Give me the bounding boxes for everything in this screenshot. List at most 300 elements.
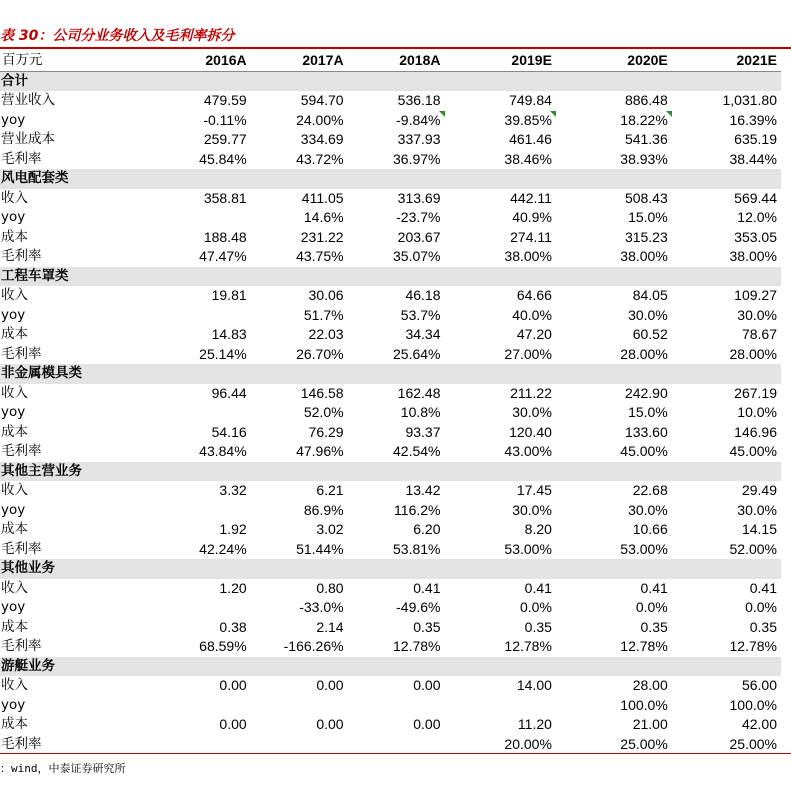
cell-value: 19.81	[211, 287, 247, 303]
cell-value: 42.54%	[393, 443, 441, 459]
section-header-row	[0, 364, 781, 384]
value-cell	[348, 481, 445, 501]
value-cell	[445, 345, 556, 365]
section-header-row	[0, 657, 781, 677]
cell-value: 442.11	[510, 189, 552, 206]
table-row	[0, 520, 781, 540]
table-row	[0, 228, 781, 248]
cell-value: 53.81%	[393, 540, 441, 557]
table-row	[0, 696, 781, 716]
cell-value: 146.96	[734, 423, 777, 440]
cell-value: 0.35	[749, 618, 777, 635]
value-cell	[445, 715, 556, 735]
table-row	[0, 403, 781, 423]
cell-value: 0.0%	[745, 599, 777, 615]
cell-value: 38.44%	[729, 150, 777, 167]
value-cell	[145, 618, 251, 638]
value-cell	[672, 715, 781, 735]
table-row	[0, 423, 781, 443]
row-label: 毛利率	[1, 248, 42, 264]
value-cell	[672, 579, 781, 599]
value-cell	[445, 618, 556, 638]
row-label: yoy	[1, 501, 26, 518]
section-header-row	[0, 71, 781, 91]
cell-value: 86.9%	[303, 501, 344, 518]
cell-value: 337.93	[397, 131, 441, 147]
cell-value: 242.90	[624, 384, 668, 401]
cell-value: 353.05	[734, 228, 777, 245]
row-label: 成本	[1, 521, 28, 537]
cell-value: 0.0%	[519, 599, 552, 615]
value-cell	[672, 91, 781, 111]
cell-value: 25.00%	[620, 735, 668, 752]
cell-value: 28.00%	[729, 345, 777, 362]
value-cell	[556, 130, 672, 150]
value-cell	[348, 442, 445, 462]
row-label: yoy	[1, 599, 26, 615]
cell-value: 43.75%	[296, 248, 344, 264]
value-cell	[251, 208, 348, 228]
cell-value: 24.00%	[296, 111, 344, 128]
cell-value: 38.46%	[504, 150, 552, 167]
cell-value: 1,031.80	[722, 92, 777, 108]
table-header	[0, 51, 781, 71]
cell-value: 14.6%	[303, 209, 344, 225]
cell-value: 30.0%	[512, 501, 552, 518]
table-row	[0, 306, 781, 326]
cell-value: 43.72%	[296, 150, 344, 167]
value-cell	[556, 345, 672, 365]
cell-value: 14.15	[741, 521, 777, 537]
row-label: 收入	[1, 579, 28, 596]
value-cell	[251, 481, 348, 501]
value-cell	[556, 735, 672, 755]
value-cell	[348, 384, 445, 404]
value-cell	[445, 228, 556, 248]
value-cell	[445, 111, 556, 131]
cell-value: 14.83	[211, 326, 247, 342]
value-cell	[251, 637, 348, 657]
cell-value: 21.00	[632, 716, 668, 732]
value-cell	[348, 579, 445, 599]
cell-value: 0.00	[413, 716, 441, 732]
cell-value: 51.44%	[296, 540, 344, 557]
value-cell	[251, 384, 348, 404]
value-cell	[348, 520, 445, 540]
value-cell	[672, 306, 781, 326]
cell-value: 38.93%	[620, 150, 668, 167]
value-cell	[251, 579, 348, 599]
value-cell	[145, 676, 251, 696]
cell-value: 6.20	[413, 521, 441, 537]
cell-value: 18.22%	[620, 111, 668, 128]
value-cell	[145, 520, 251, 540]
table-row	[0, 579, 781, 599]
cell-value: 34.34	[405, 326, 441, 342]
value-cell	[348, 150, 445, 170]
value-cell	[672, 520, 781, 540]
value-cell	[445, 579, 556, 599]
cell-value: 56.00	[741, 677, 777, 693]
value-cell	[145, 403, 251, 423]
cell-value: 30.0%	[737, 501, 777, 518]
cell-value: 96.44	[211, 384, 247, 401]
value-cell	[145, 442, 251, 462]
value-cell	[145, 384, 251, 404]
value-cell	[145, 637, 251, 657]
table-row	[0, 208, 781, 228]
value-cell	[445, 286, 556, 306]
value-cell	[672, 325, 781, 345]
value-cell	[145, 189, 251, 209]
value-cell	[251, 228, 348, 248]
value-cell	[445, 520, 556, 540]
value-cell	[556, 540, 672, 560]
cell-value: 28.00%	[620, 345, 668, 362]
table-body	[0, 71, 781, 754]
value-cell	[145, 150, 251, 170]
cell-value: 203.67	[397, 228, 441, 245]
value-cell	[348, 715, 445, 735]
table-row	[0, 247, 781, 267]
value-cell	[348, 247, 445, 267]
value-cell	[556, 228, 672, 248]
cell-value: 45.84%	[199, 150, 247, 167]
value-cell	[145, 91, 251, 111]
cell-value: 76.29	[308, 423, 344, 440]
value-cell	[251, 325, 348, 345]
cell-value: 109.27	[734, 287, 777, 303]
value-cell	[348, 735, 445, 755]
cell-value: 188.48	[203, 228, 247, 245]
value-cell	[672, 384, 781, 404]
cell-value: 116.2%	[394, 501, 441, 518]
cell-value: 11.20	[517, 716, 552, 732]
value-cell	[348, 540, 445, 560]
table-row	[0, 91, 781, 111]
value-cell	[556, 111, 672, 131]
value-cell	[445, 130, 556, 150]
cell-value: 635.19	[734, 131, 777, 147]
value-cell	[556, 442, 672, 462]
table-row	[0, 130, 781, 150]
value-cell	[251, 247, 348, 267]
value-cell	[672, 598, 781, 618]
cell-value: 0.41	[640, 579, 668, 596]
cell-value: 35.07%	[393, 248, 441, 264]
row-label: 毛利率	[1, 540, 42, 557]
value-cell	[251, 111, 348, 131]
cell-value: -33.0%	[299, 599, 344, 615]
cell-value: 358.81	[203, 189, 247, 206]
value-cell	[445, 325, 556, 345]
cell-value: 120.40	[509, 423, 552, 440]
value-cell	[445, 735, 556, 755]
cell-value: 8.20	[524, 521, 552, 537]
value-cell	[145, 111, 251, 131]
value-cell	[145, 696, 251, 716]
section-header-row	[0, 169, 781, 189]
cell-value: 0.00	[316, 716, 344, 732]
value-cell	[556, 520, 672, 540]
cell-value: -166.26%	[283, 638, 344, 654]
value-cell	[348, 208, 445, 228]
row-label: 毛利率	[1, 150, 42, 167]
value-cell	[556, 637, 672, 657]
cell-value: 0.38	[219, 618, 247, 635]
value-cell	[145, 208, 251, 228]
value-cell	[672, 228, 781, 248]
cell-value: 27.00%	[504, 345, 552, 362]
row-label: 毛利率	[1, 443, 42, 459]
value-cell	[251, 676, 348, 696]
cell-value: 12.78%	[729, 638, 777, 654]
cell-value: 36.97%	[393, 150, 441, 167]
cell-value: 313.69	[397, 189, 441, 206]
cell-value: 42.00	[741, 716, 777, 732]
cell-value: 47.96%	[296, 443, 344, 459]
row-label: 成本	[1, 716, 28, 732]
section-title: 风电配套类	[0, 169, 781, 189]
cell-value: 54.16	[211, 423, 247, 440]
cell-value: 22.03	[308, 326, 344, 342]
section-title: 其他业务	[0, 559, 781, 579]
cell-value: 10.8%	[400, 404, 441, 420]
value-cell	[556, 579, 672, 599]
cell-value: 43.00%	[504, 443, 552, 459]
cell-value: 749.84	[509, 92, 552, 108]
cell-value: 411.05	[301, 189, 344, 206]
cell-value: -0.11%	[203, 111, 247, 128]
value-cell	[672, 286, 781, 306]
value-cell	[251, 130, 348, 150]
value-cell	[145, 715, 251, 735]
table-caption: 表 30：公司分业务收入及毛利率拆分	[0, 28, 235, 44]
value-cell	[672, 130, 781, 150]
value-cell	[445, 637, 556, 657]
cell-value: 133.60	[624, 423, 668, 440]
table-row	[0, 637, 781, 657]
cell-value: 536.18	[397, 92, 441, 108]
value-cell	[251, 520, 348, 540]
value-cell	[445, 189, 556, 209]
cell-value: 52.00%	[729, 540, 777, 557]
cell-value: 22.68	[632, 482, 668, 498]
cell-value: 315.23	[624, 228, 668, 245]
unit-label: 百万元	[2, 52, 43, 68]
value-cell	[445, 91, 556, 111]
cell-value: 53.00%	[504, 540, 552, 557]
header-row	[0, 51, 781, 71]
table-row	[0, 598, 781, 618]
table-row	[0, 481, 781, 501]
cell-value: 1.20	[219, 579, 247, 596]
value-cell	[556, 403, 672, 423]
year-header: 2016A	[205, 52, 247, 68]
value-cell	[672, 540, 781, 560]
cell-value: 12.78%	[393, 638, 441, 654]
value-cell	[672, 735, 781, 755]
value-cell	[445, 150, 556, 170]
value-cell	[348, 130, 445, 150]
table-row	[0, 286, 781, 306]
value-cell	[348, 91, 445, 111]
cell-value: 12.0%	[737, 209, 777, 225]
value-cell	[445, 481, 556, 501]
cell-value: 100.0%	[729, 696, 777, 713]
value-cell	[672, 676, 781, 696]
table-row	[0, 384, 781, 404]
value-cell	[348, 306, 445, 326]
value-cell	[445, 306, 556, 326]
cell-value: 594.70	[300, 92, 344, 108]
value-cell	[251, 618, 348, 638]
value-cell	[251, 403, 348, 423]
value-cell	[145, 325, 251, 345]
cell-value: 15.0%	[628, 209, 668, 225]
row-label: yoy	[1, 404, 26, 420]
value-cell	[556, 715, 672, 735]
value-cell	[445, 423, 556, 443]
value-cell	[556, 306, 672, 326]
footer-divider	[0, 753, 791, 754]
cell-value: 51.7%	[303, 306, 344, 323]
value-cell	[672, 189, 781, 209]
row-label: 营业成本	[1, 131, 55, 147]
table-row	[0, 715, 781, 735]
cell-value: 30.06	[308, 287, 344, 303]
cell-value: 6.21	[316, 482, 344, 498]
value-cell	[145, 345, 251, 365]
row-label: 收入	[1, 384, 28, 401]
value-cell	[348, 501, 445, 521]
year-header: 2019E	[511, 52, 552, 68]
value-cell	[445, 696, 556, 716]
row-label: yoy	[1, 696, 26, 713]
cell-value: -49.6%	[396, 599, 441, 615]
cell-value: 886.48	[624, 92, 668, 108]
value-cell	[145, 501, 251, 521]
row-label: 毛利率	[1, 345, 42, 362]
value-cell	[556, 150, 672, 170]
value-cell	[672, 247, 781, 267]
row-label: 收入	[1, 189, 28, 206]
cell-value: 45.00%	[729, 443, 777, 459]
table-row	[0, 540, 781, 560]
value-cell	[348, 696, 445, 716]
value-cell	[348, 286, 445, 306]
value-cell	[348, 325, 445, 345]
cell-value: 53.00%	[620, 540, 668, 557]
cell-value: 40.0%	[512, 306, 552, 323]
value-cell	[145, 481, 251, 501]
cell-value: 53.7%	[400, 306, 441, 323]
cell-value: 334.69	[300, 131, 344, 147]
cell-value: 38.00%	[729, 248, 777, 264]
value-cell	[556, 696, 672, 716]
cell-value: 17.45	[516, 482, 552, 498]
cell-value: 14.00	[516, 677, 552, 693]
caption-divider	[0, 47, 791, 49]
value-cell	[672, 501, 781, 521]
value-cell	[145, 130, 251, 150]
value-cell	[348, 423, 445, 443]
value-cell	[251, 306, 348, 326]
row-label: yoy	[1, 306, 26, 323]
cell-value: 0.35	[640, 618, 668, 635]
value-cell	[348, 111, 445, 131]
value-cell	[251, 189, 348, 209]
row-label: 成本	[1, 423, 28, 440]
cell-value: 93.37	[405, 423, 441, 440]
cell-value: 267.19	[734, 384, 777, 401]
value-cell	[556, 481, 672, 501]
cell-value: 3.02	[316, 521, 344, 537]
value-cell	[672, 345, 781, 365]
cell-value: -9.84%	[396, 111, 441, 128]
value-cell	[445, 247, 556, 267]
cell-value: 3.32	[219, 482, 247, 498]
cell-value: 10.66	[632, 521, 668, 537]
cell-value: -23.7%	[396, 209, 441, 225]
row-label: 收入	[1, 482, 28, 498]
value-cell	[145, 247, 251, 267]
cell-value: 39.85%	[504, 111, 552, 128]
value-cell	[556, 247, 672, 267]
cell-value: 25.64%	[393, 345, 441, 362]
row-label: 营业收入	[1, 92, 55, 108]
value-cell	[445, 442, 556, 462]
value-cell	[251, 715, 348, 735]
value-cell	[348, 228, 445, 248]
value-cell	[672, 403, 781, 423]
value-cell	[556, 501, 672, 521]
cell-value: 40.9%	[512, 209, 552, 225]
table-row	[0, 442, 781, 462]
table-row	[0, 325, 781, 345]
value-cell	[251, 501, 348, 521]
value-cell	[145, 423, 251, 443]
cell-value: 259.77	[203, 131, 247, 147]
table-row	[0, 150, 781, 170]
cell-value: 26.70%	[296, 345, 344, 362]
cell-value: 0.00	[316, 677, 344, 693]
value-cell	[445, 501, 556, 521]
cell-value: 0.35	[413, 618, 441, 635]
cell-value: 231.22	[300, 228, 344, 245]
value-cell	[445, 540, 556, 560]
cell-value: 508.43	[624, 189, 668, 206]
cell-value: 146.58	[300, 384, 344, 401]
value-cell	[145, 228, 251, 248]
value-cell	[556, 286, 672, 306]
cell-value: 0.00	[413, 677, 441, 693]
cell-value: 20.00%	[504, 735, 552, 752]
value-cell	[556, 325, 672, 345]
value-cell	[251, 150, 348, 170]
table-row	[0, 618, 781, 638]
value-cell	[348, 676, 445, 696]
table-row	[0, 735, 781, 755]
cell-value: 1.92	[219, 521, 247, 537]
value-cell	[145, 306, 251, 326]
value-cell	[556, 676, 672, 696]
cell-value: 30.0%	[737, 306, 777, 323]
section-header-row	[0, 559, 781, 579]
financial-table	[0, 51, 781, 754]
year-header: 2018A	[399, 52, 441, 68]
row-label: 毛利率	[1, 735, 42, 752]
